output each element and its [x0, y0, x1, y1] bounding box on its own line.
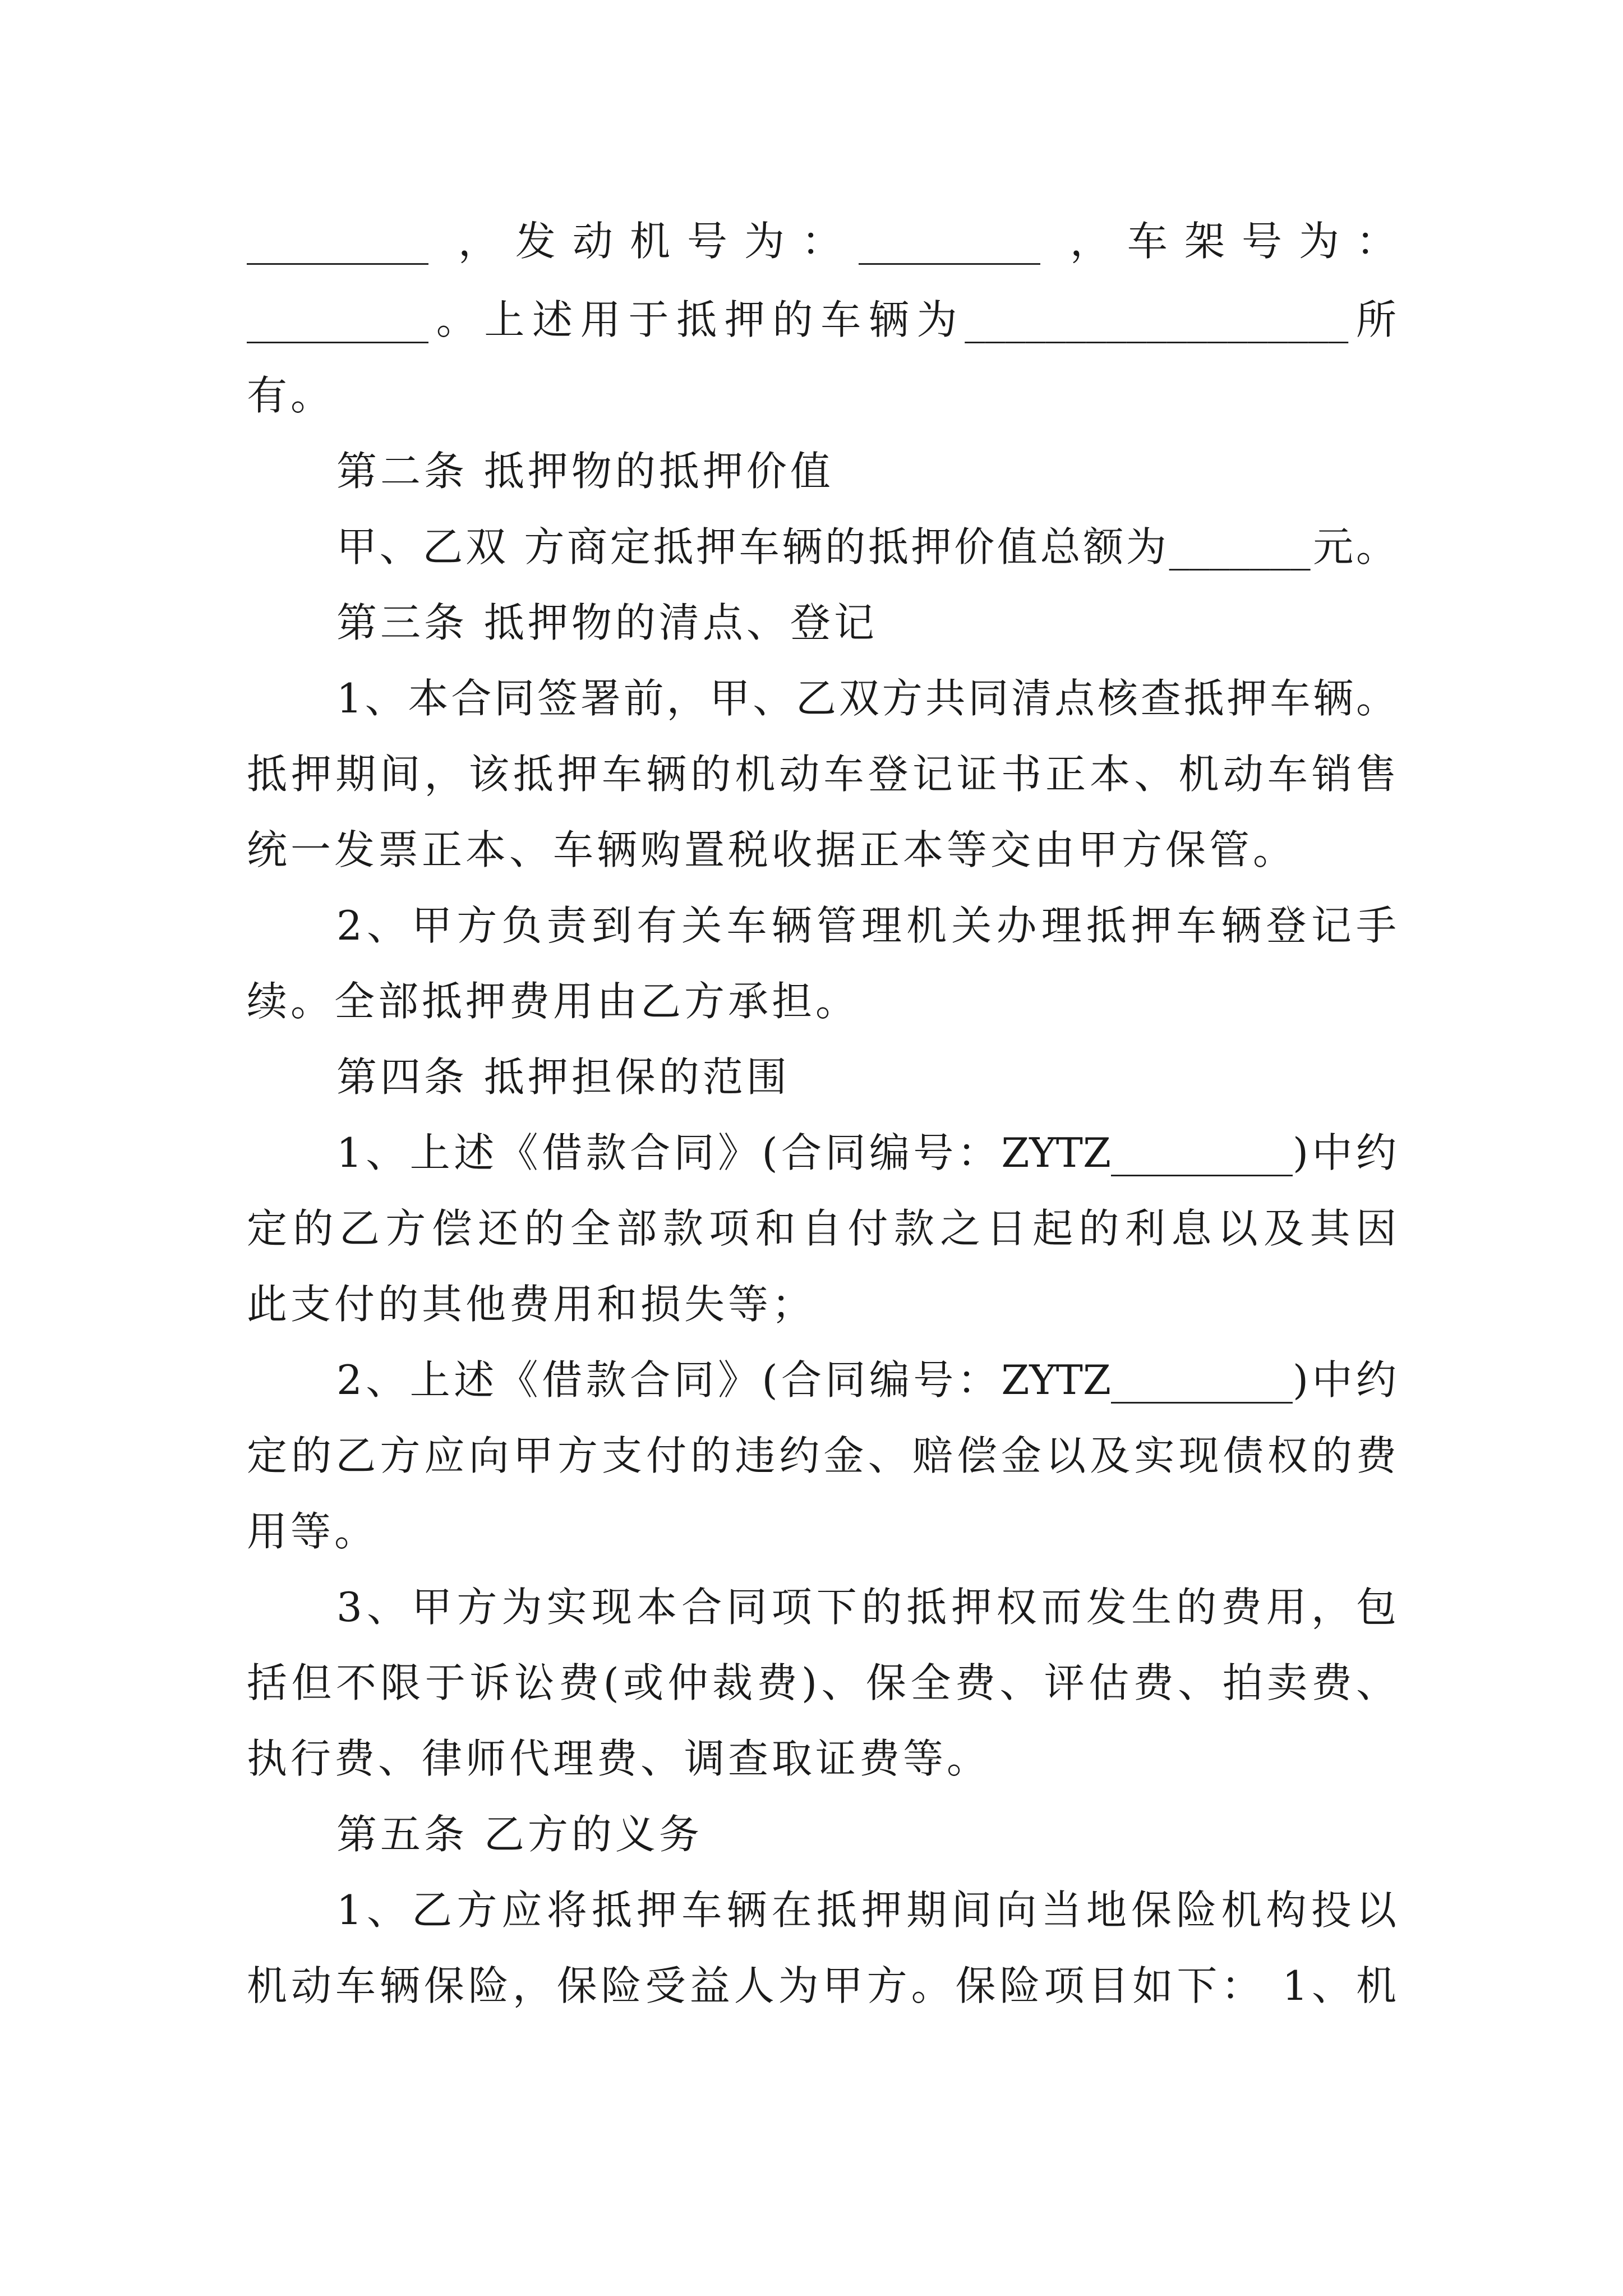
text-line-23: 1、乙方应将抵押车辆在抵押期间向当地保险机构投以 [336, 1887, 1396, 1934]
text-line-3: 有。 [247, 372, 335, 419]
section-heading-5: 第五条 乙方的义务 [336, 1811, 703, 1858]
text-line-7: 1、本合同签署前，甲、乙双方共同清点核查抵押车辆。 [336, 675, 1396, 722]
text-line-24: 机动车辆保险，保险受益人为甲方。保险项目如下： 1、机 [247, 1962, 1396, 2009]
text-line-2: _________。上述用于抵押的车辆为___________________所 [247, 296, 1396, 343]
text-line-20: 括但不限于诉讼费(或仲裁费)、保全费、评估费、拍卖费、 [247, 1659, 1396, 1706]
text-line-17: 定的乙方应向甲方支付的违约金、赔偿金以及实现债权的费 [247, 1432, 1396, 1479]
section-heading-2: 第二条 抵押物的抵押价值 [336, 448, 834, 495]
text-line-15: 此支付的其他费用和损失等； [247, 1281, 816, 1328]
section-heading-4: 第四条 抵押担保的范围 [336, 1053, 790, 1101]
text-line-9: 统一发票正本、车辆购置税收据正本等交由甲方保管。 [247, 826, 1297, 873]
text-line-10: 2、甲方负责到有关车辆管理机关办理抵押车辆登记手 [336, 902, 1396, 949]
section-heading-3: 第三条 抵押物的清点、登记 [336, 599, 878, 646]
text-line-16: 2、上述《借款合同》(合同编号：ZYTZ_________)中约 [336, 1356, 1396, 1404]
text-line-1: _________ ，发动机号为：_________ ，车架号为： [247, 218, 1396, 265]
text-line-13: 1、上述《借款合同》(合同编号：ZYTZ_________)中约 [336, 1129, 1396, 1176]
text-line-5: 甲、乙双 方商定抵押车辆的抵押价值总额为_______元。 [336, 523, 1396, 570]
text-line-8: 抵押期间，该抵押车辆的机动车登记证书正本、机动车销售 [247, 751, 1396, 798]
text-line-18: 用等。 [247, 1508, 379, 1555]
text-line-14: 定的乙方偿还的全部款项和自付款之日起的利息以及其因 [247, 1205, 1396, 1252]
text-line-21: 执行费、律师代理费、调查取证费等。 [247, 1735, 991, 1782]
text-line-11: 续。全部抵押费用由乙方承担。 [247, 978, 860, 1025]
text-line-19: 3、甲方为实现本合同项下的抵押权而发生的费用，包 [336, 1584, 1396, 1631]
